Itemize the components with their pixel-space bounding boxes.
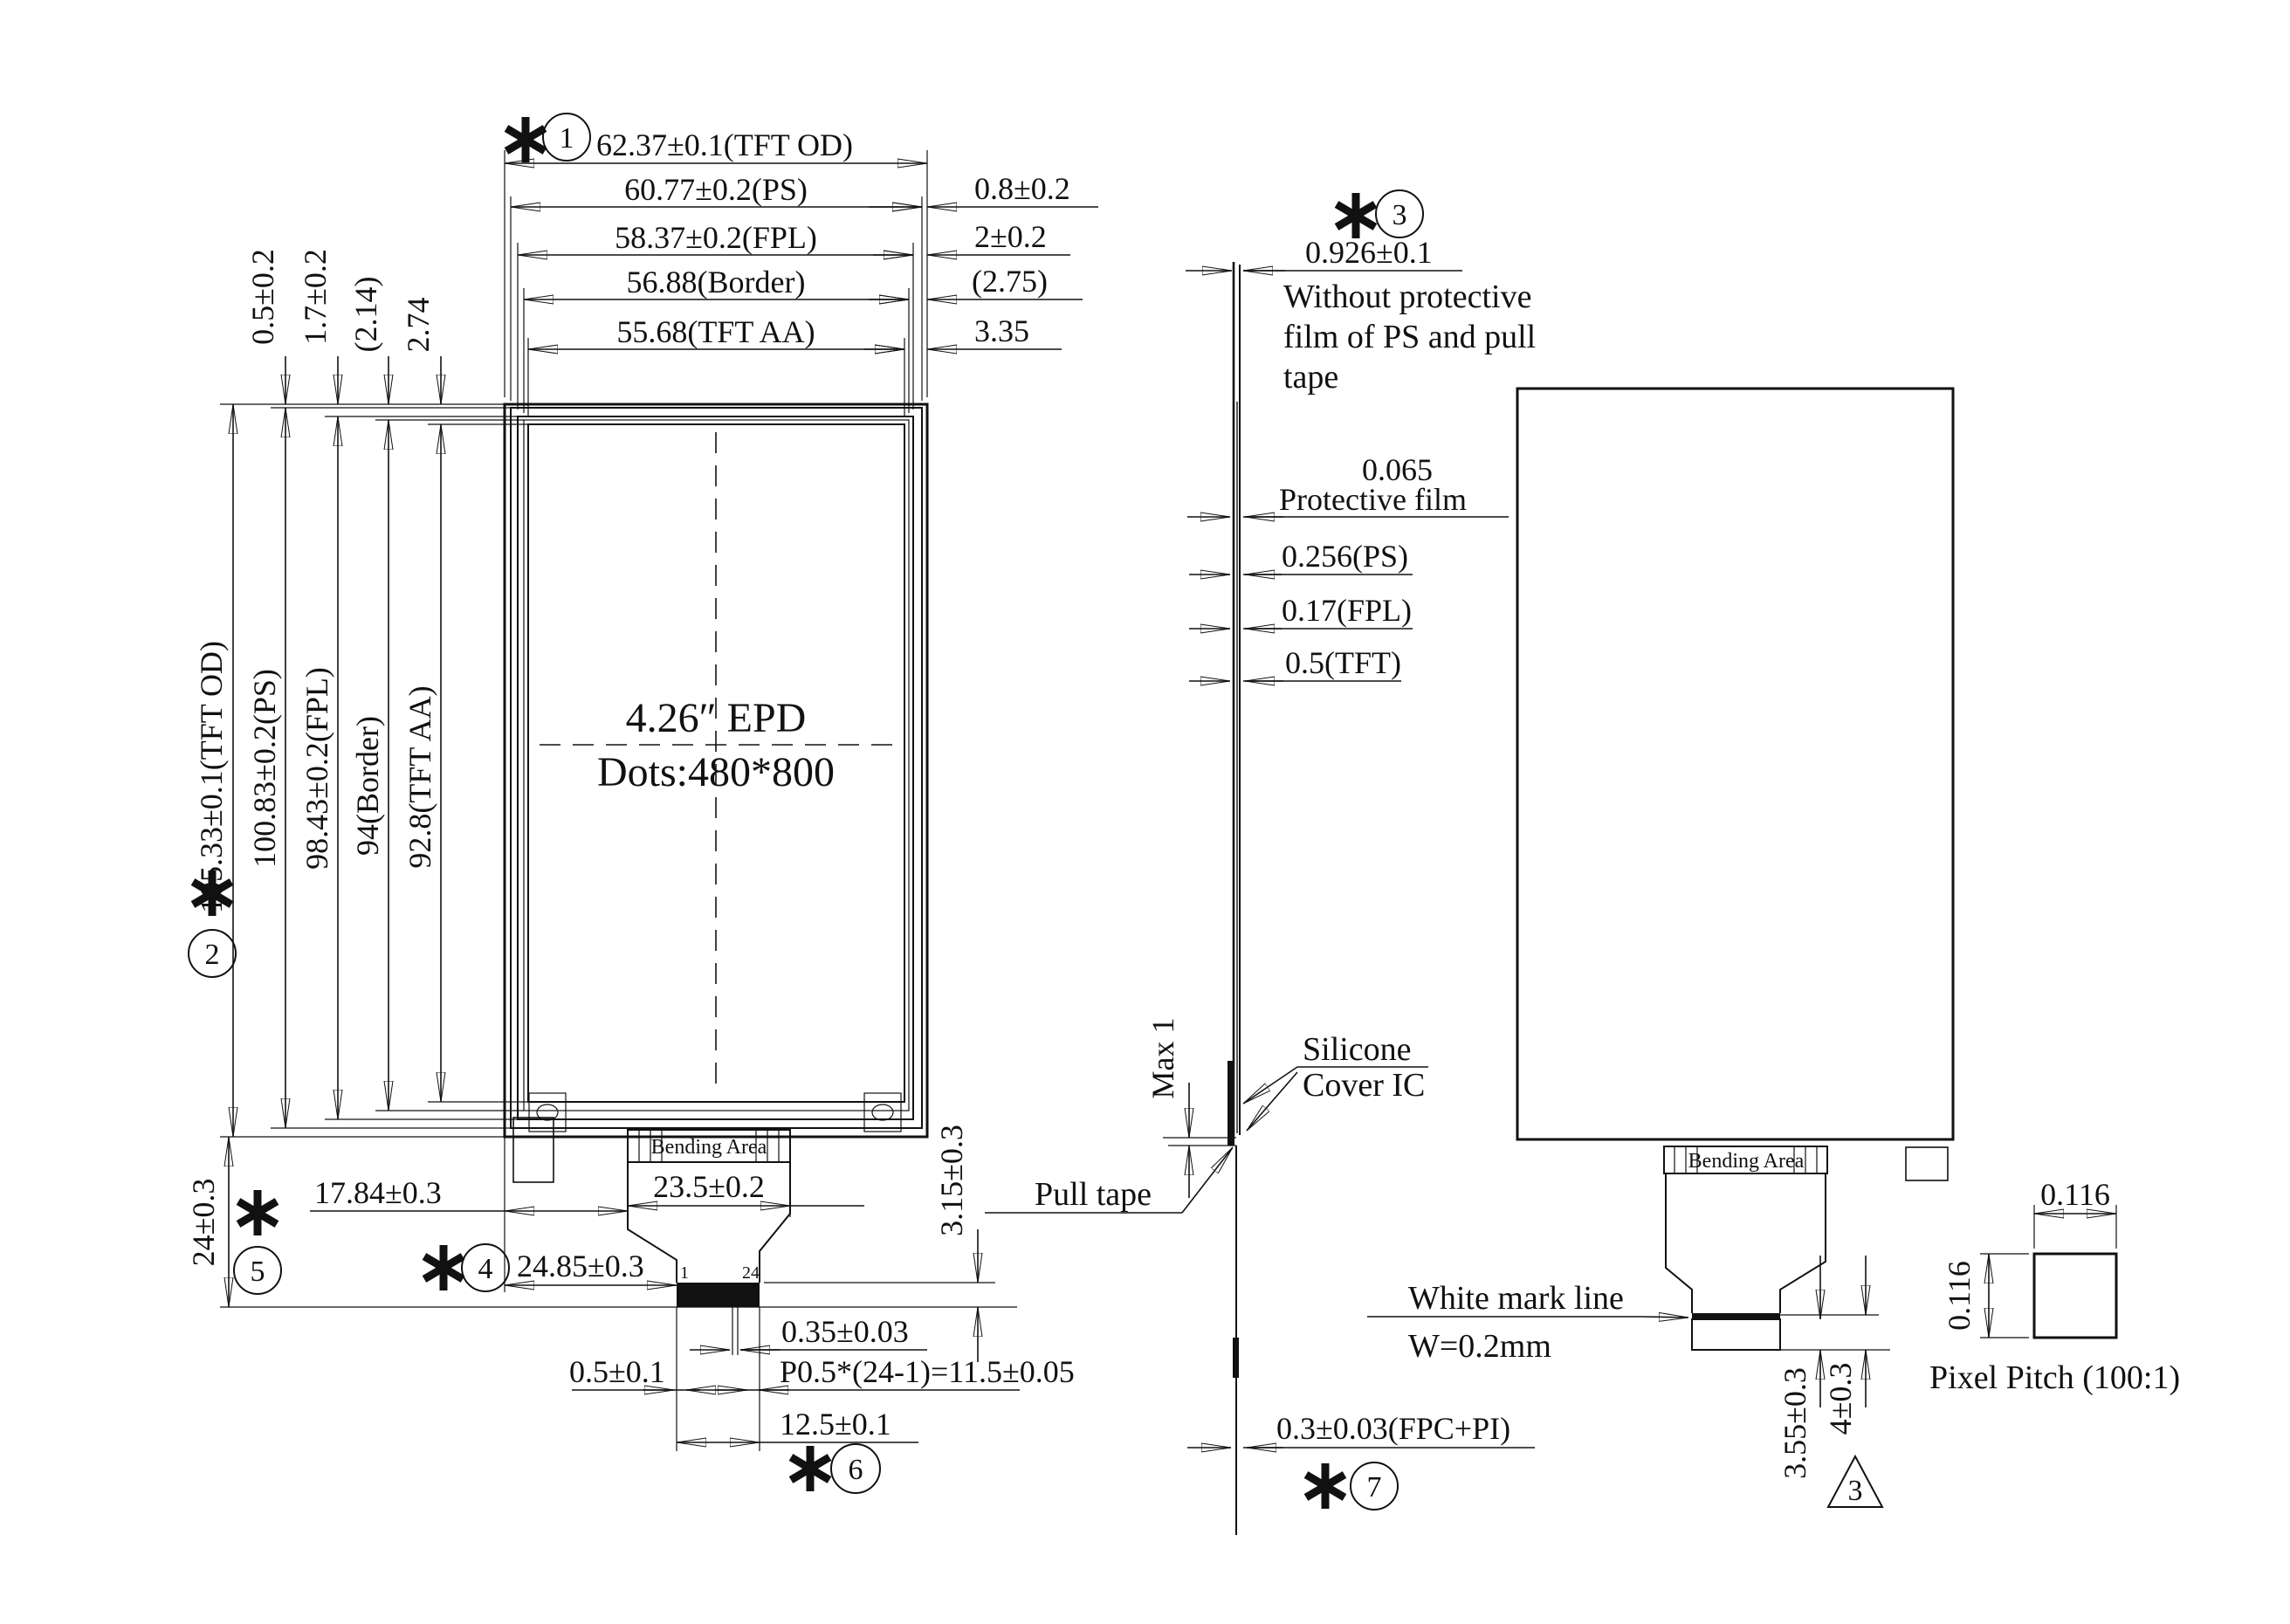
dim-total-thickness: 0.926±0.1 [1305, 235, 1433, 270]
white-mark-label-line1: White mark line [1408, 1280, 1624, 1317]
asterisk-mark-6 [791, 1446, 829, 1491]
dim-conductor-pitch: P0.5*(24-1)=11.5±0.05 [780, 1354, 1075, 1389]
dim-fpc-thickness: 0.3±0.03(FPC+PI) [1276, 1411, 1511, 1446]
dim-border-height: 94(Border) [350, 716, 385, 856]
dim-top-offset-fpl: 1.7±0.2 [298, 249, 333, 345]
layer-film-thickness: 0.065 [1362, 452, 1433, 487]
dim-neck-width: 12.5±0.1 [780, 1407, 891, 1442]
dim-tft-od-height: 105.33±0.1(TFT OD) [194, 640, 229, 914]
dim-ps-width: 60.77±0.2(PS) [624, 172, 808, 207]
thickness-note-line3: tape [1283, 359, 1339, 396]
dim-fpc-offset-left: 17.84±0.3 [314, 1175, 442, 1210]
silicone-label-line2: Cover IC [1303, 1067, 1426, 1104]
front-top-dimensions [505, 114, 1098, 417]
thickness-note-line1: Without protective [1283, 279, 1532, 315]
dim-top-offset-border: (2.14) [348, 276, 383, 353]
pixel-square [2034, 1254, 2116, 1338]
dim-fpl-width: 58.37±0.2(FPL) [615, 220, 817, 255]
rear-bending-area-label: Bending Area [1688, 1150, 1805, 1173]
driver-ic-bar [1228, 1061, 1234, 1146]
balloon-5-number: 5 [250, 1256, 265, 1288]
dim-tft-aa-width: 55.68(TFT AA) [616, 314, 815, 349]
dim-top-offset-aa: 2.74 [401, 297, 436, 353]
gap-dim-aa: 3.35 [974, 313, 1029, 348]
dim-border-width: 56.88(Border) [626, 265, 806, 299]
dim-conductor-width: 0.35±0.03 [781, 1314, 909, 1349]
fpc-pin24-label: 24 [742, 1263, 760, 1283]
dim-end-zone-4: 4±0.3 [1823, 1362, 1858, 1435]
balloon-3-number: 3 [1392, 199, 1407, 231]
corner-tab-right [864, 1093, 901, 1132]
gap-dim-fpl: 2±0.2 [974, 219, 1047, 254]
fpc-tail-stiffener [1233, 1338, 1239, 1378]
dim-bending-width: 23.5±0.2 [653, 1169, 765, 1204]
front-left-dimensions [189, 249, 528, 1137]
rear-pull-tape-hatch [1906, 1147, 1948, 1180]
layer-fpl-label: 0.17(FPL) [1282, 593, 1413, 628]
balloon-2-number: 2 [204, 939, 220, 971]
dim-fpc-depth: 24±0.3 [186, 1178, 221, 1267]
front-bending-area [628, 1130, 790, 1162]
front-view [505, 404, 927, 1182]
dim-conductor-margin: 0.5±0.1 [569, 1354, 665, 1389]
balloon-7-number: 7 [1366, 1471, 1382, 1504]
dim-end-zone-355: 3.55±0.3 [1778, 1367, 1812, 1479]
fpc-pin1-label: 1 [680, 1263, 689, 1283]
pixel-pitch-caption: Pixel Pitch (100:1) [1929, 1359, 2181, 1396]
rear-outline [1517, 389, 1953, 1139]
layer-film-label: Protective film [1279, 482, 1467, 517]
dim-fpl-height: 98.43±0.2(FPL) [299, 667, 334, 870]
display-dots-label: Dots:480*800 [596, 749, 836, 795]
asterisk-mark-7 [1306, 1463, 1344, 1509]
asterisk-mark-4 [424, 1245, 463, 1290]
dim-tft-aa-height: 92.8(TFT AA) [402, 685, 437, 869]
rear-view [1367, 389, 1953, 1507]
display-size-label: 4.26″ EPD [625, 695, 807, 741]
balloon-6-number: 6 [848, 1454, 863, 1486]
gap-dim-ps: 0.8±0.2 [974, 171, 1070, 206]
rear-bending-area [1664, 1146, 1827, 1173]
dim-contact-length: 3.15±0.3 [934, 1125, 969, 1236]
dim-pixel-width: 0.116 [2040, 1177, 2110, 1212]
gap-dim-border: (2.75) [972, 264, 1048, 299]
front-bottom-fpc [186, 1125, 1075, 1493]
dim-ps-height: 100.83±0.2(PS) [247, 669, 282, 868]
dim-ic-protrusion: Max 1 [1145, 1017, 1180, 1099]
pull-tape-label: Pull tape [1035, 1176, 1152, 1213]
thickness-note-line2: film of PS and pull [1283, 319, 1537, 355]
balloon-1-number: 1 [559, 122, 574, 155]
white-mark-line-bar [1692, 1313, 1780, 1319]
asterisk-mark-1 [506, 117, 545, 162]
front-bending-area-label: Bending Area [650, 1136, 767, 1159]
corner-tab-left [529, 1093, 566, 1132]
silicone-label-line1: Silicone [1303, 1031, 1412, 1068]
dim-top-offset-ps: 0.5±0.2 [245, 249, 280, 345]
asterisk-mark-3 [1337, 193, 1375, 238]
asterisk-mark-5 [238, 1190, 277, 1235]
dim-neck-offset: 24.85±0.3 [517, 1249, 644, 1283]
pixel-pitch-detail [1929, 1177, 2180, 1396]
fpc-contact-strip [677, 1283, 760, 1307]
revision-triangle-number: 3 [1847, 1475, 1863, 1507]
white-mark-label-line2: W=0.2mm [1408, 1328, 1551, 1365]
layer-tft-label: 0.5(TFT) [1285, 645, 1401, 680]
rear-fpc-outline [1666, 1173, 1826, 1313]
fpc-end-hatch [1692, 1319, 1780, 1350]
balloon-4-number: 4 [478, 1253, 493, 1285]
dim-tft-od-width: 62.37±0.1(TFT OD) [595, 127, 854, 162]
dim-pixel-height: 0.116 [1942, 1261, 1977, 1331]
layer-ps-label: 0.256(PS) [1282, 539, 1409, 574]
